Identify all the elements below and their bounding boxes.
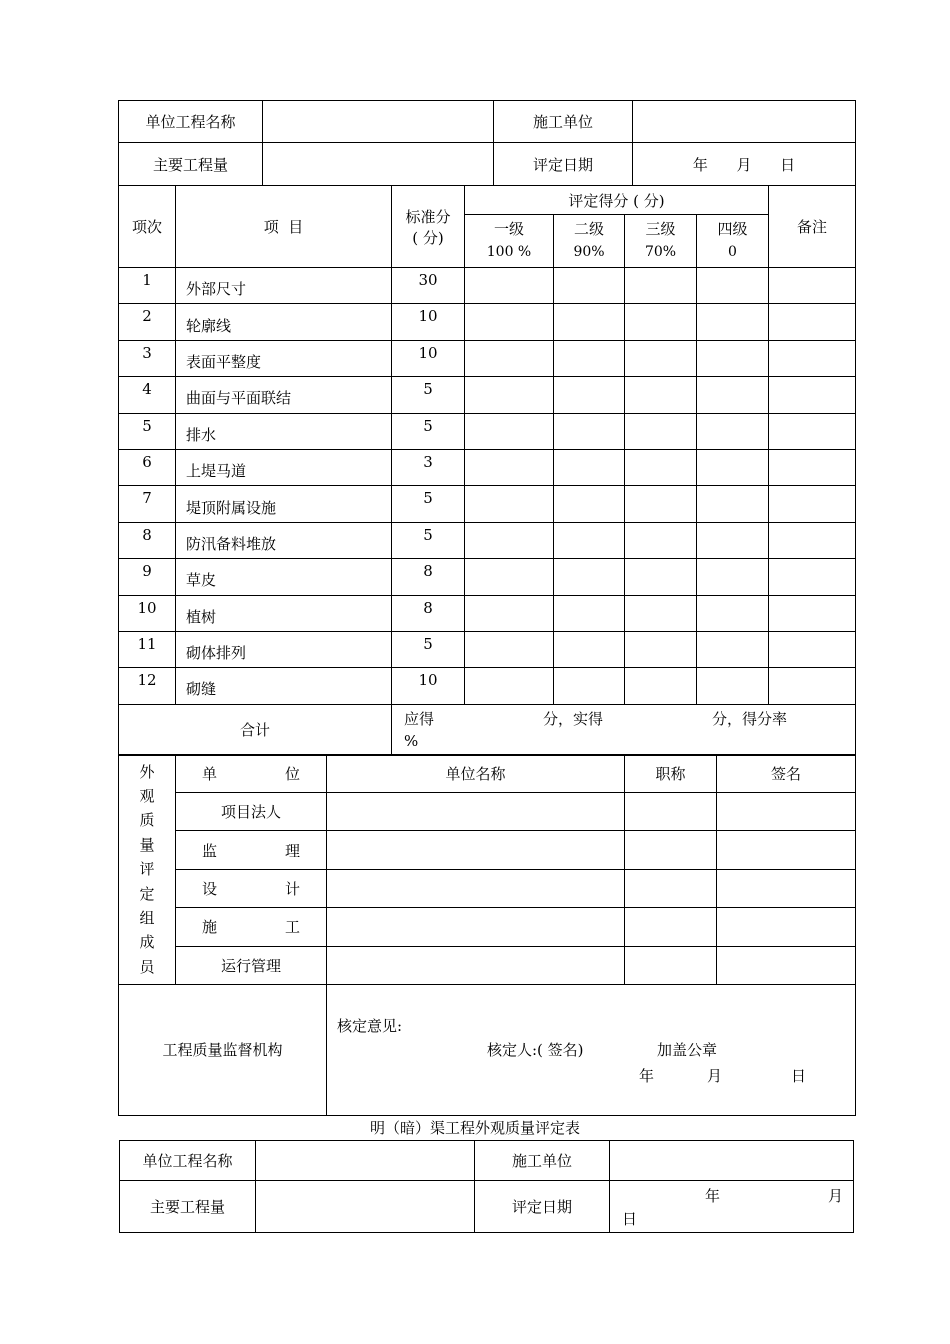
member-signature-cell[interactable] xyxy=(717,908,856,946)
grade-3-cell[interactable] xyxy=(625,304,697,340)
row-number: 8 xyxy=(119,522,176,558)
committee-row xyxy=(119,908,856,946)
row-standard-score: 5 xyxy=(392,377,465,413)
grade-1-cell[interactable] xyxy=(465,522,554,558)
second-date-day: 日 xyxy=(622,1210,638,1228)
standard-label: 标准分 xyxy=(405,207,451,226)
grade-2-cell[interactable] xyxy=(554,595,625,631)
row-number: 4 xyxy=(119,377,176,413)
construction-unit-field[interactable] xyxy=(633,101,856,143)
grade-3-cell[interactable] xyxy=(625,631,697,667)
grade-3-cell[interactable] xyxy=(625,268,697,304)
row-number: 12 xyxy=(119,668,176,704)
row-standard-score: 8 xyxy=(392,595,465,631)
member-label-text: 项目法人 xyxy=(220,803,281,822)
grade-percent: 90% xyxy=(573,244,605,260)
item-header: 项 目 xyxy=(176,186,392,268)
grade-3-cell[interactable] xyxy=(625,668,697,704)
committee-member-label xyxy=(176,869,327,907)
grade-label: 二级 xyxy=(573,220,604,238)
side-label-char: 观 xyxy=(139,787,155,806)
grade-4-cell[interactable] xyxy=(697,595,769,631)
remarks-cell[interactable] xyxy=(769,595,856,631)
second-unit-project-name-label: 单位工程名称 xyxy=(120,1141,256,1181)
second-main-quantity-field[interactable] xyxy=(256,1181,475,1233)
supervision-label: 工程质量监督机构 xyxy=(119,984,327,1115)
grade-3-cell[interactable] xyxy=(625,522,697,558)
date-year: 年 xyxy=(692,155,708,174)
row-number: 1 xyxy=(119,268,176,304)
second-form-caption: 明（暗）渠工程外观质量评定表 xyxy=(369,1119,580,1137)
second-header-table xyxy=(119,1140,854,1233)
side-label-char: 成 xyxy=(139,933,155,952)
construction-unit-label: 施工单位 xyxy=(494,101,633,143)
unit-header xyxy=(176,755,327,793)
member-signature-cell[interactable] xyxy=(717,869,856,907)
grade-percent: 100 % xyxy=(486,244,532,260)
total-pct: % xyxy=(404,731,419,750)
second-unit-project-name-field[interactable] xyxy=(256,1141,475,1181)
total-label: 合计 xyxy=(119,704,392,755)
seal-label: 加盖公章 xyxy=(657,1040,718,1059)
grade-1-cell[interactable] xyxy=(465,631,554,667)
unit-project-name-label: 单位工程名称 xyxy=(119,101,263,143)
member-label-text: 运行管理 xyxy=(220,956,281,975)
member-unit-name-cell[interactable] xyxy=(327,793,625,831)
member-unit-name-cell[interactable] xyxy=(327,908,625,946)
standard-unit: ( 分) xyxy=(412,228,444,247)
member-title-cell[interactable] xyxy=(625,831,717,869)
row-number: 5 xyxy=(119,413,176,449)
member-label-text: 设 xyxy=(202,879,218,898)
remarks-cell[interactable] xyxy=(769,377,856,413)
grade-1-cell[interactable] xyxy=(465,377,554,413)
table-row xyxy=(119,595,856,631)
score-title: 评定得分 ( 分) xyxy=(465,186,769,215)
member-title-cell[interactable] xyxy=(625,869,717,907)
row-standard-score: 30 xyxy=(392,268,465,304)
remarks-cell[interactable] xyxy=(769,668,856,704)
row-number: 11 xyxy=(119,631,176,667)
member-title-cell[interactable] xyxy=(625,908,717,946)
remarks-cell[interactable] xyxy=(769,304,856,340)
member-title-cell[interactable] xyxy=(625,946,717,984)
row-number: 7 xyxy=(119,486,176,522)
row-standard-score: 8 xyxy=(392,559,465,595)
second-eval-date-label: 评定日期 xyxy=(475,1181,610,1233)
row-standard-score: 3 xyxy=(392,449,465,485)
row-number: 2 xyxy=(119,304,176,340)
unit-name-header: 单位名称 xyxy=(327,755,625,793)
member-label-text: 工 xyxy=(284,918,300,937)
grade-4-cell[interactable] xyxy=(697,522,769,558)
committee-member-label xyxy=(176,908,327,946)
grade-label: 三级 xyxy=(645,220,676,238)
grade-2-cell[interactable] xyxy=(554,559,625,595)
grade-label: 一级 xyxy=(493,220,524,238)
table-row xyxy=(119,559,856,595)
date-day: 日 xyxy=(780,155,796,174)
unit-header-char: 位 xyxy=(284,765,300,783)
member-label-text: 计 xyxy=(284,879,300,898)
row-number: 9 xyxy=(119,559,176,595)
committee-row xyxy=(119,831,856,869)
grade-1-cell[interactable] xyxy=(465,304,554,340)
table-row xyxy=(119,268,856,304)
header-table xyxy=(118,100,856,186)
second-date-year: 年 xyxy=(705,1187,721,1205)
standard-header xyxy=(392,186,465,268)
main-quantity-label: 主要工程量 xyxy=(119,143,263,186)
supervision-cell[interactable] xyxy=(327,984,856,1115)
side-label-char: 量 xyxy=(139,835,155,854)
second-construction-unit-label: 施工单位 xyxy=(475,1141,610,1181)
grade-2-cell[interactable] xyxy=(554,377,625,413)
grade-2-cell[interactable] xyxy=(554,268,625,304)
eval-date-field[interactable] xyxy=(633,143,856,186)
member-signature-cell[interactable] xyxy=(717,946,856,984)
grade-3-cell[interactable] xyxy=(625,413,697,449)
grade-4-cell[interactable] xyxy=(697,631,769,667)
member-label-text: 理 xyxy=(284,841,300,860)
member-unit-name-cell[interactable] xyxy=(327,869,625,907)
grade-4-cell[interactable] xyxy=(697,449,769,485)
second-construction-unit-field[interactable] xyxy=(610,1141,854,1181)
sup-month: 月 xyxy=(707,1066,723,1085)
grade-2-cell[interactable] xyxy=(554,486,625,522)
member-unit-name-cell[interactable] xyxy=(327,946,625,984)
side-label-char: 员 xyxy=(139,957,155,976)
row-standard-score: 5 xyxy=(392,413,465,449)
grade-1-cell[interactable] xyxy=(465,559,554,595)
member-signature-cell[interactable] xyxy=(717,793,856,831)
title-header: 职称 xyxy=(625,755,717,793)
row-item-name: 砌缝 xyxy=(176,668,392,704)
grade-percent: 70% xyxy=(644,244,677,260)
grade-1-cell[interactable] xyxy=(465,268,554,304)
remarks-cell[interactable] xyxy=(769,268,856,304)
grade-4-cell[interactable] xyxy=(697,486,769,522)
side-label-char: 评 xyxy=(139,860,155,879)
side-label-char: 外 xyxy=(139,762,155,781)
grade-2-cell[interactable] xyxy=(554,340,625,376)
row-item-name: 草皮 xyxy=(176,559,392,595)
row-standard-score: 5 xyxy=(392,631,465,667)
committee-row xyxy=(119,869,856,907)
remarks-cell[interactable] xyxy=(769,486,856,522)
grade-1-cell[interactable] xyxy=(465,413,554,449)
remarks-header: 备注 xyxy=(769,186,856,268)
row-standard-score: 5 xyxy=(392,522,465,558)
grade-3-cell[interactable] xyxy=(625,377,697,413)
remarks-cell[interactable] xyxy=(769,413,856,449)
table-row xyxy=(119,304,856,340)
grade-label: 四级 xyxy=(717,220,748,238)
grade-4-cell[interactable] xyxy=(697,377,769,413)
second-eval-date-field[interactable] xyxy=(610,1181,854,1233)
unit-header-char: 单 xyxy=(202,765,218,783)
signature-header: 签名 xyxy=(717,755,856,793)
table-row xyxy=(119,668,856,704)
sup-year: 年 xyxy=(639,1066,655,1085)
row-standard-score: 10 xyxy=(392,668,465,704)
grade-3-cell[interactable] xyxy=(625,486,697,522)
opinion-label: 核定意见: xyxy=(337,1016,403,1035)
grade-header xyxy=(465,215,554,268)
grade-2-cell[interactable] xyxy=(554,522,625,558)
remarks-cell[interactable] xyxy=(769,559,856,595)
member-signature-cell[interactable] xyxy=(717,831,856,869)
row-item-name: 防汛备料堆放 xyxy=(176,522,392,558)
row-standard-score: 5 xyxy=(392,486,465,522)
table-row xyxy=(119,340,856,376)
committee-member-label xyxy=(176,946,327,984)
remarks-cell[interactable] xyxy=(769,340,856,376)
eval-date-label: 评定日期 xyxy=(494,143,633,186)
grade-header xyxy=(697,215,769,268)
row-item-name: 轮廓线 xyxy=(176,304,392,340)
grade-4-cell[interactable] xyxy=(697,413,769,449)
table-row xyxy=(119,522,856,558)
grade-header xyxy=(625,215,697,268)
second-date-month: 月 xyxy=(828,1187,844,1205)
row-item-name: 外部尺寸 xyxy=(176,268,392,304)
grade-4-cell[interactable] xyxy=(697,668,769,704)
grade-4-cell[interactable] xyxy=(697,268,769,304)
grade-3-cell[interactable] xyxy=(625,340,697,376)
table-row xyxy=(119,413,856,449)
second-main-quantity-label: 主要工程量 xyxy=(120,1181,256,1233)
unit-project-name-field[interactable] xyxy=(263,101,494,143)
row-item-name: 曲面与平面联结 xyxy=(176,377,392,413)
score-table xyxy=(118,185,856,756)
row-number: 10 xyxy=(119,595,176,631)
remarks-cell[interactable] xyxy=(769,449,856,485)
side-label-char: 定 xyxy=(139,884,155,903)
grade-4-cell[interactable] xyxy=(697,559,769,595)
row-item-name: 表面平整度 xyxy=(176,340,392,376)
committee-side-label xyxy=(119,755,176,985)
sup-day: 日 xyxy=(791,1066,807,1085)
table-row xyxy=(119,377,856,413)
grade-1-cell[interactable] xyxy=(465,595,554,631)
row-standard-score: 10 xyxy=(392,304,465,340)
row-item-name: 排水 xyxy=(176,413,392,449)
grade-header xyxy=(554,215,625,268)
grade-3-cell[interactable] xyxy=(625,595,697,631)
grade-2-cell[interactable] xyxy=(554,304,625,340)
remarks-cell[interactable] xyxy=(769,631,856,667)
grade-3-cell[interactable] xyxy=(625,559,697,595)
total-actual: 分，实得 xyxy=(542,709,603,728)
grade-2-cell[interactable] xyxy=(554,631,625,667)
grade-4-cell[interactable] xyxy=(697,340,769,376)
member-title-cell[interactable] xyxy=(625,793,717,831)
table-row xyxy=(119,631,856,667)
member-unit-name-cell[interactable] xyxy=(327,831,625,869)
row-item-name: 堤顶附属设施 xyxy=(176,486,392,522)
grade-3-cell[interactable] xyxy=(625,449,697,485)
row-item-name: 上堤马道 xyxy=(176,449,392,485)
committee-table xyxy=(118,754,856,1116)
table-row xyxy=(119,449,856,485)
side-label-char: 质 xyxy=(139,811,155,830)
grade-2-cell[interactable] xyxy=(554,668,625,704)
grade-1-cell[interactable] xyxy=(465,340,554,376)
grade-1-cell[interactable] xyxy=(465,449,554,485)
member-label-text: 监 xyxy=(202,841,218,860)
committee-member-label xyxy=(176,793,327,831)
committee-row xyxy=(119,946,856,984)
row-standard-score: 10 xyxy=(392,340,465,376)
grade-percent: 0 xyxy=(728,244,737,260)
total-should: 应得 xyxy=(404,709,435,728)
committee-member-label xyxy=(176,831,327,869)
side-label-char: 组 xyxy=(139,909,155,928)
row-item-name: 砌体排列 xyxy=(176,631,392,667)
total-rate: 分，得分率 xyxy=(711,709,787,728)
committee-row xyxy=(119,793,856,831)
row-item-name: 植树 xyxy=(176,595,392,631)
grade-2-cell[interactable] xyxy=(554,449,625,485)
grade-4-cell[interactable] xyxy=(697,304,769,340)
remarks-cell[interactable] xyxy=(769,522,856,558)
total-cell xyxy=(392,704,856,755)
row-number: 6 xyxy=(119,449,176,485)
seq-header: 项次 xyxy=(119,186,176,268)
grade-2-cell[interactable] xyxy=(554,413,625,449)
table-row xyxy=(119,486,856,522)
verifier-label: 核定人:( 签名) xyxy=(487,1040,584,1059)
member-label-text: 施 xyxy=(202,918,218,937)
date-month: 月 xyxy=(736,155,752,174)
grade-1-cell[interactable] xyxy=(465,486,554,522)
grade-1-cell[interactable] xyxy=(465,668,554,704)
main-quantity-field[interactable] xyxy=(263,143,494,186)
row-number: 3 xyxy=(119,340,176,376)
